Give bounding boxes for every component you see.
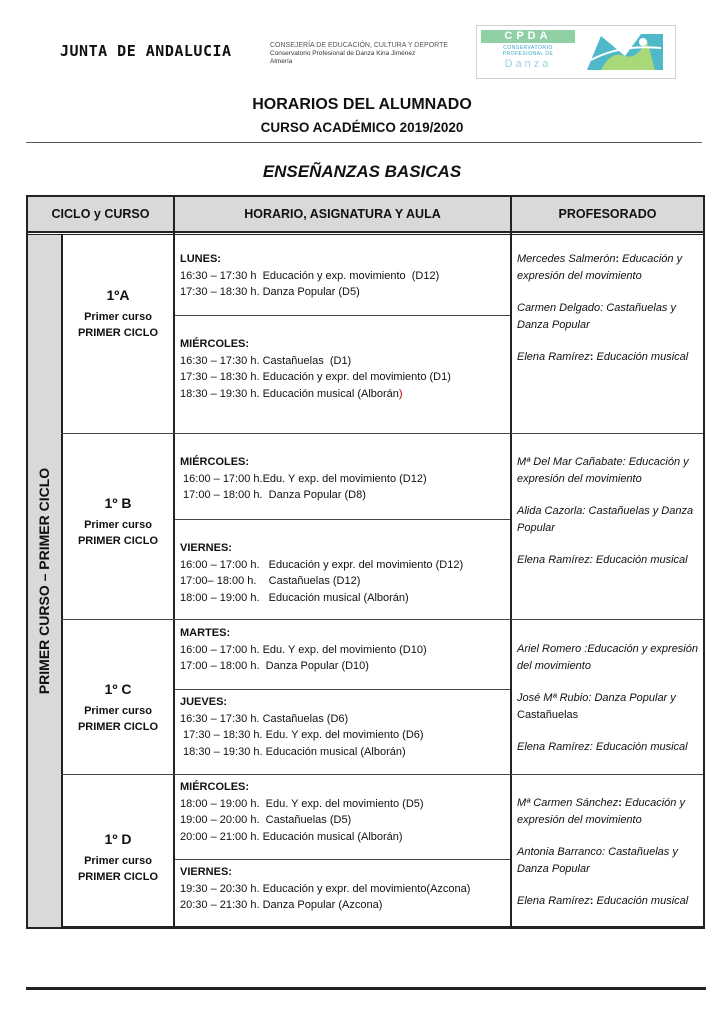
- teachers-cell: Ariel Romero :Educación y expresión del movimiento José Mª Rubio: Danza Popular y Castañuelas Elena Ramírez: Educación musical: [517, 643, 698, 753]
- cycle-sidebar: [28, 235, 61, 927]
- course-cell: 1º D Primer curso PRIMER CICLO: [77, 831, 159, 883]
- header-rule: [28, 231, 703, 235]
- teachers-cell: Mª Carmen Sánchez: Educación y expresión del movimiento Antonia Barranco: Castañuelas y Danza Popular Elena Ramírez: Educación musical: [517, 797, 689, 907]
- day-divider: [175, 859, 510, 860]
- junta-andalucia-logo: JUNTA DE ANDALUCIA: [60, 42, 232, 60]
- day-divider: [175, 689, 510, 690]
- page-subtitle: CURSO ACADÉMICO 2019/2020: [260, 120, 464, 135]
- teachers-cell: Mª Del Mar Cañabate: Educación y expresión del movimiento Alida Cazorla: Castañuelas y Danza Popular Elena Ramírez: Educación musical: [517, 456, 694, 566]
- row-divider: [61, 774, 703, 775]
- schedule-cell: MIÉRCOLES: 18:00 – 19:00 h. Edu. Y exp. del movimiento (D5) 19:00 – 20:00 h. Castañuelas (D5) 20:00 – 21:00 h. Educación musical (Alborán): [180, 781, 424, 843]
- schedule-cell: MARTES: 16:00 – 17:00 h. Edu. Y exp. del movimiento (D10) 17:00 – 18:00 h. Danza Popular (D10): [180, 627, 427, 672]
- col-divider: [173, 197, 175, 927]
- schedule-table: [26, 195, 705, 929]
- schedule-cell: VIERNES: 19:30 – 20:30 h. Educación y expr. del movimiento(Azcona) 20:30 – 21:30 h. Danza Popular (Azcona): [180, 866, 471, 911]
- section-title: ENSEÑANZAS BASICAS: [262, 162, 462, 181]
- row-divider: [61, 619, 703, 620]
- cycle-label: PRIMER CURSO – PRIMER CICLO: [36, 467, 52, 695]
- row-divider: [61, 433, 703, 434]
- day-divider: [175, 519, 510, 520]
- footer-rule: [26, 987, 706, 990]
- header-horario: HORARIO, ASIGNATURA Y AULA: [175, 197, 510, 231]
- teachers-cell: Mercedes Salmerón: Educación y expresión del movimiento Carmen Delgado: Castañuelas y Danza Popular Elena Ramírez: Educación musical: [517, 253, 689, 363]
- course-cell: 1º C Primer curso PRIMER CICLO: [77, 681, 159, 733]
- schedule-cell: LUNES: 16:30 – 17:30 h Educación y exp. movimiento (D12) 17:30 – 18:30 h. Danza Popular (D5): [180, 253, 440, 298]
- page-title: HORARIOS DEL ALUMNADO: [252, 96, 472, 113]
- dancer-icon: [581, 30, 669, 74]
- schedule-cell: MIÉRCOLES: 16:30 – 17:30 h. Castañuelas (D1) 17:30 – 18:30 h. Educación y expr. del movimiento (D1) 18:30 – 19:30 h. Educación musical (Alborán): [180, 338, 451, 400]
- col-divider: [510, 197, 512, 927]
- course-cell: 1ºA Primer curso PRIMER CICLO: [77, 287, 159, 339]
- day-divider: [175, 315, 510, 316]
- course-cell: 1º B Primer curso PRIMER CICLO: [77, 495, 159, 547]
- header-ciclo: CICLO y CURSO: [28, 197, 173, 231]
- divider: [26, 142, 702, 143]
- schedule-cell: MIÉRCOLES: 16:00 – 17:00 h.Edu. Y exp. del movimiento (D12) 17:00 – 18:00 h. Danza Popular (D8): [180, 456, 427, 501]
- consejeria-text: CONSEJERÍA DE EDUCACIÓN, CULTURA Y DEPORTE Conservatorio Profesional de Danza Kina Jiménez Almería: [270, 42, 449, 65]
- page-header: [0, 22, 724, 82]
- schedule-cell: VIERNES: 16:00 – 17:00 h. Educación y expr. del movimiento (D12) 17:00– 18:00 h. Castañuelas (D12) 18:00 – 19:00 h. Educación musical (Alborán): [180, 542, 464, 604]
- header-profesorado: PROFESORADO: [512, 197, 703, 231]
- cpda-logo: CPDA CONSERVATORIO PROFESIONAL DE Danza: [476, 25, 676, 79]
- schedule-cell: JUEVES: 16:30 – 17:30 h. Castañuelas (D6) 17:30 – 18:30 h. Edu. Y exp. del movimiento (D6) 18:30 – 19:30 h. Educación musical (Alborán): [180, 696, 424, 758]
